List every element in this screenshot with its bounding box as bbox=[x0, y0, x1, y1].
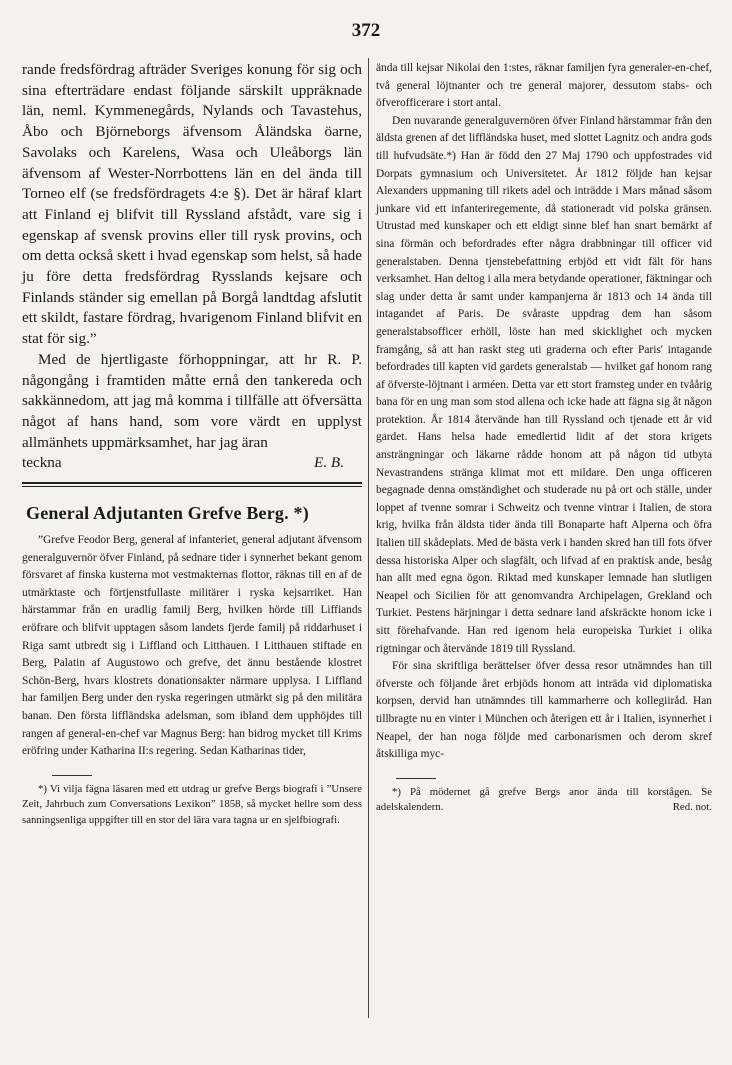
article-body-continued bbox=[376, 60, 712, 764]
page-number: 372 bbox=[351, 20, 381, 41]
letter-paragraph: Med de hjertligaste förhoppningar, att hr R. P. någongång i framtiden måtte ernå den tankereda och sakkännedom, att jag må komma i tillfälle att öfversätta något af hans hand, som vore värdt en upplyst allmänhets uppmärksamhet, har jag äran bbox=[22, 350, 362, 451]
footnote bbox=[376, 785, 712, 816]
footnote-main: *) På mödernet gå grefve Bergs anor ända till korstågen. Se adelskalendern. bbox=[376, 785, 712, 814]
signature-line bbox=[22, 453, 362, 474]
column-divider bbox=[368, 58, 369, 1018]
right-column bbox=[376, 60, 712, 816]
left-column bbox=[22, 60, 362, 828]
article-body bbox=[22, 532, 362, 761]
footnote-rule bbox=[52, 775, 92, 776]
footnote-text: *) Vi vilja fägna läsaren med ett utdrag ur grefve Bergs biografi i ”Unsere Zeit, Jahrbuch zum Conversations Lexikon” 1858, så mycket hellre som dess sanningsenliga uppgifter till en stor del lära vara tagna ur en sjelfbiografi. bbox=[22, 782, 362, 826]
footnote-rule bbox=[396, 778, 436, 779]
article-paragraph: Den nuvarande generalguvernören öfver Finland härstammar från den äldsta grenen af det liffländska huset, med slottet Lagnitz och andra gods till hufvudsäte.*) Han är född den 27 Maj 1790 och uppfostrades vid Dorpats gymnasium och Universitetet. År 1812 följde han kejsar Alexanders uppmaning till rikets adel och inträdde i Mars månad såsom junkare vid ett infanteriregemente, då stationeradt vid polska gränsen. Utrustad med kunskaper och ett eldigt sinne blef han snart bemärkt af sina förmän och befordrades efter några drabbningar till officer vid generalstaben. Denna tjenstebefattning erbjöd ett vidt fält för hans verksamhet. Han deltog i alla mera betydande operationer, fäktningar och slag under detta år samt under kampanjerna år 1813 och 14 ända till intagandet af Paris. De svåraste uppdrag dem han såsom generalstabsofficer erhöll, löste han med skicklighet och mycken framgång, så att han raskt steg uti graderna och efter Paris' intagande befordrades till kapten vid gardets generalstab — hvilket gaf honom rang af öfverste-löjtnant i arméen. Detta var ett stort framsteg under en tvåårig bana för en ung man som stod allena och icke hade att fägna sig åt någon protektion. År 1814 återvände han till Ryssland och tjenade ett år vid gardet. Hans helsa hade emedlertid lidit af det stora krigets ansträngningar och läkarne rådde honom att på någon tid utbyta Nevastrandens stränga klimat mot ett mildare. Den unga officeren begagnade denna omständighet och studerade nu på ort och ställe, under loppet af tvenne somrar i Schweitz och tvenne vintrar i Italien, de stora krig, hvilka från äldsta tider ända till Bonaparte haft Alperna och öfra Italien till skådeplats. Med de bästa verk i handen skred han till fots öfver dessa historiska Alper och slagfält, och lifvad af en praktisk ande, besåg han allt med egna ögon. Riktad med kunskaper lemnade han slutligen Neapel och Sicilien för att genomvandra Archipelagen, Grekland och Turkiet. Pestens härjningar i detta sednare land afskräckte honom icke i sitt förehafvande. Han red igenom hela europeiska Turkiet i olika rigtningar och återvände 1819 till Ryssland. bbox=[376, 114, 712, 655]
footnote-text bbox=[376, 785, 712, 816]
article-paragraph: ända till kejsar Nikolai den 1:stes, räknar familjen fyra generaler-en-chef, två general löjtnanter och tre general majorer, dessutom stabs- och öfverofficerare i stort antal. bbox=[376, 62, 712, 110]
signature-initials: E. B. bbox=[314, 454, 344, 472]
letter-paragraph: rande fredsfördrag afträder Sveriges konung för sig och sina efterträdare endast följande särskilt uppräknade län, neml. Kymmenegårds, Nylands och Tavastehus, Åbo och Björneborgs äfvensom Åländska öarne, Savolaks och Karelens, Wasa och Uleåborgs län äfvensom af Wester-Norrbottens län en del ända till Torneo elf (se fredsfördragets 4:e §). Det är häraf klart att Finland ej blifvit till Ryssland afstådt, vare sig i egenskap af svensk provins eller till rysk provins, och om detta också skett i hvad egenskap som helst, så hade ju före detta fredsfördrag Rysslands kejsare och Finlands ständer sig emellan på Borgå landtdag afslutit ett skildt, fastare fördrag, hvarigenom Finland blifvit en stat för sig.” bbox=[22, 61, 362, 348]
letter-continuation bbox=[22, 60, 362, 474]
footnote-credit: Red. not. bbox=[672, 801, 712, 814]
article-paragraph: För sina skriftliga berättelser öfver dessa resor utnämndes han till öfverste och följande året erbjöds honom att inträda vid diplomatiska korpsen, dervid han utnämndes till kammarherre och kollegiiråd. Han tillbragte nu en vinter i München och återigen ett år i Italien, isynnerhet i Neapel, der han noga följde med carbonarismen och derom skref åtskilliga myc- bbox=[376, 660, 712, 761]
article-heading: General Adjutanten Grefve Berg. *) bbox=[26, 503, 309, 524]
article-paragraph: ”Grefve Feodor Berg, general af infanteriet, general adjutant äfvensom generalguvernör öfver Finland, på sednare tider i synnerhet bekant genom försvaret af finska kusterna mot vestmakternas flottor, räknas till en af de utmärktaste och förtjenstfullaste militärer i ryska kejsarriket. Han härstammar från en uradlig familj Berg, hvilken hörde till Liffiands eröfrare och blifvit upptagen såsom landets fjerde familj på riddarhuset i Riga samt utbredt sig i Liffland och Litthauen. I Litthauen stiftade en Berg, Palatin af Augustowo och grefve, det ännu bestående klostret Schön-Berg, hvars klostrets donationsakter närmare upplysa. I Liffland har familjen Berg under den ryska regeringen utmärkt sig på den militära banan. Den första liffländska adelsman, som ibland dem upphöjdes till rangen af general-en-chef var Magnus Berg: han bidrog mycket till Krims eröfring under Katharina II:s regering. Sedan Katharinas tider, bbox=[22, 534, 362, 758]
signature-text: teckna bbox=[22, 454, 62, 472]
footnote bbox=[22, 782, 362, 828]
section-separator bbox=[22, 482, 362, 487]
